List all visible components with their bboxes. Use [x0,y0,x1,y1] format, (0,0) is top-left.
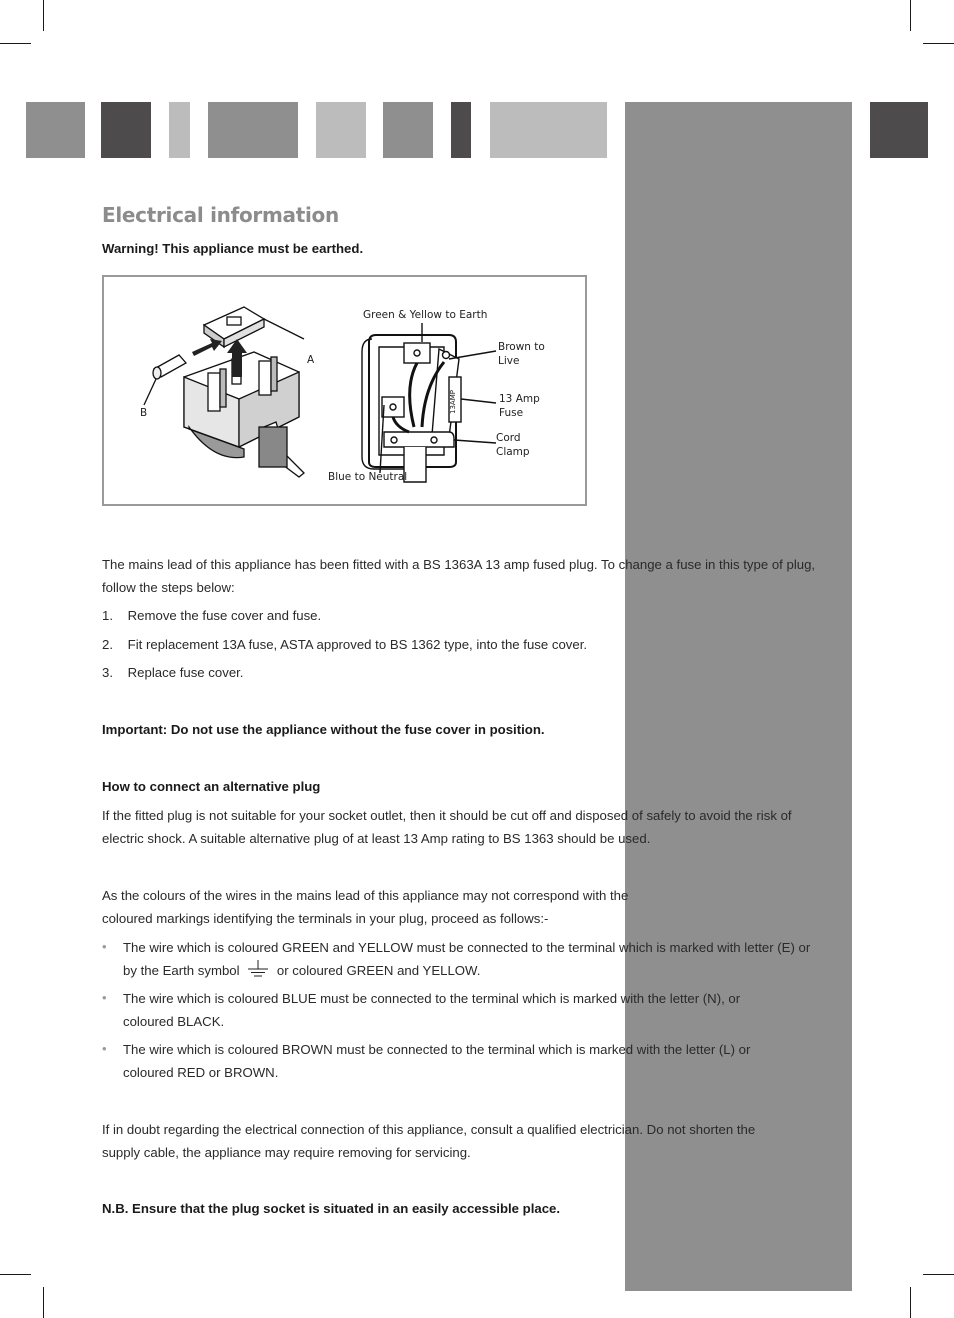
crop-mark [0,43,31,44]
bullet-earth-line2 [123,959,810,982]
label-cord-line1: Cord [496,432,521,444]
crop-mark [923,43,954,44]
intro-line2: follow the steps below: [102,580,235,595]
label-a: A [307,354,315,366]
crop-mark [910,0,911,31]
alt-plug-line2: electric shock. A suitable alternative plug of at least 13 Amp rating to BS 1363 should be used. [102,831,651,846]
doubt-paragraph [102,1118,755,1164]
intro-paragraph [102,553,815,599]
bullet-earth [123,936,810,982]
label-13amp-fuse [499,392,540,420]
alt-plug-heading: How to connect an alternative plug [102,779,321,794]
label-fuse-line1: 13 Amp [499,393,540,405]
header-bar [870,102,928,158]
header-bar [169,102,190,158]
crop-mark [43,0,44,31]
bullet-icon: • [102,1041,107,1056]
label-brown-live-line2: Live [498,355,520,367]
bullet-earth-line1: The wire which is coloured GREEN and YELLOW must be connected to the terminal which is marked with letter (E) or [123,940,811,955]
label-brown-live-line1: Brown to [498,341,545,353]
header-bar [26,102,85,158]
bullet-icon: • [102,939,107,954]
header-bar [101,102,151,158]
colours-line1: As the colours of the wires in the mains lead of this appliance may not correspond with the [102,888,629,903]
label-b: B [140,407,148,419]
header-bar [383,102,433,158]
earth-symbol-icon [245,960,271,978]
side-gray-panel [625,102,852,1291]
crop-mark [923,1274,954,1275]
bullet-live [123,1038,750,1084]
warning-text: Warning! This appliance must be earthed. [102,241,364,256]
bullet-neutral-line2: coloured BLACK. [123,1014,225,1029]
bullet-earth-line2a: by the Earth symbol [123,963,240,978]
crop-mark [0,1274,31,1275]
intro-line1: The mains lead of this appliance has been fitted with a BS 1363A 13 amp fused plug. To change a fuse in this type of plug, [102,557,816,572]
crop-mark [43,1287,44,1318]
label-blue-neutral: Blue to Neutral [328,471,408,483]
bullet-live-line1: The wire which is coloured BROWN must be connected to the terminal which is marked with the letter (L) or [123,1042,751,1057]
label-cord-clamp [496,431,530,459]
label-cord-line2: Clamp [496,446,530,458]
alt-plug-paragraph [102,804,792,850]
header-bar [451,102,471,158]
label-brown-live [498,340,545,368]
doubt-line1: If in doubt regarding the electrical connection of this appliance, consult a qualified electrician. Do not shorten the [102,1122,756,1137]
label-green-yellow-earth: Green & Yellow to Earth [363,309,488,321]
header-bar [208,102,298,158]
nb-note: N.B. Ensure that the plug socket is situated in an easily accessible place. [102,1201,561,1216]
bullet-live-line2: coloured RED or BROWN. [123,1065,279,1080]
bullet-earth-line2b: or coloured GREEN and YELLOW. [276,963,481,978]
bullet-neutral [123,987,740,1033]
page-title: Electrical information [102,203,339,227]
important-note: Important: Do not use the appliance without the fuse cover in position. [102,722,545,737]
bullet-neutral-line1: The wire which is coloured BLUE must be connected to the terminal which is marked with the letter (N), or [123,991,741,1006]
fuse-marking: 13AMP [449,390,457,414]
label-fuse-line2: Fuse [499,407,524,419]
header-bar [316,102,366,158]
doubt-line2: supply cable, the appliance may require removing for servicing. [102,1145,471,1160]
header-bar [490,102,607,158]
colours-paragraph [102,884,628,930]
step-2: 2. Fit replacement 13A fuse, ASTA approved to BS 1362 type, into the fuse cover. [102,637,588,652]
colours-line2: coloured markings identifying the terminals in your plug, proceed as follows:- [102,911,549,926]
plug-diagram [102,275,587,506]
bullet-icon: • [102,990,107,1005]
step-1: 1. Remove the fuse cover and fuse. [102,608,322,623]
step-3: 3. Replace fuse cover. [102,665,244,680]
alt-plug-line1: If the fitted plug is not suitable for your socket outlet, then it should be cut off and disposed of safely to avoid the risk of [102,808,792,823]
crop-mark [910,1287,911,1318]
